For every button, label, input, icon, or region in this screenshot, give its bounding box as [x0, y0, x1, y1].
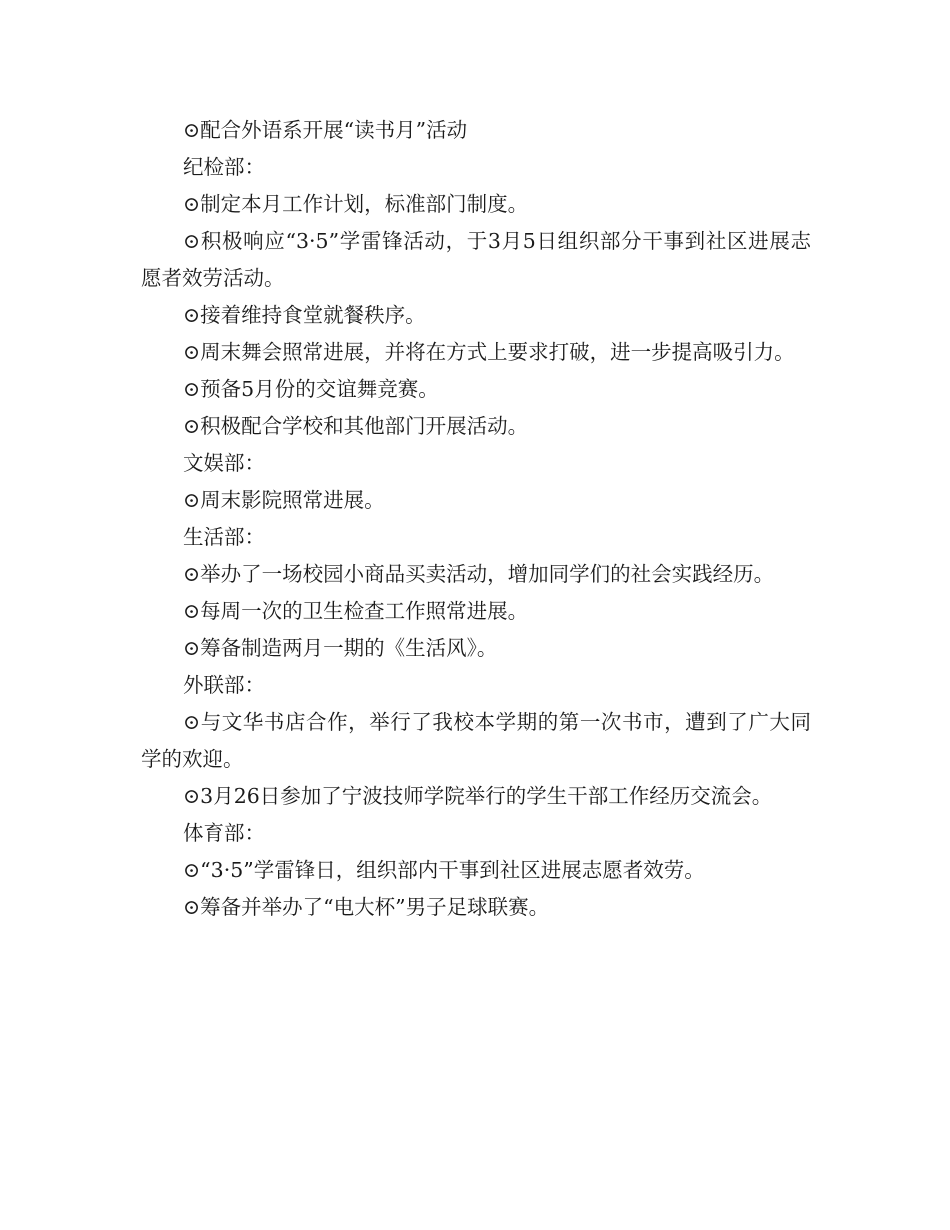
bullet-item: ⊙每周一次的卫生检查工作照常进展。: [183, 599, 529, 623]
bullet-item: ⊙积极配合学校和其他部门开展活动。: [183, 414, 529, 438]
bullet-item: ⊙举办了一场校园小商品买卖活动，增加同学们的社会实践经历。: [183, 562, 775, 586]
bullet-item: ⊙预备5月份的交谊舞竞赛。: [183, 377, 439, 401]
bullet-item: ⊙周末影院照常进展。: [183, 488, 385, 512]
section-heading-entertainment: 文娱部：: [183, 451, 265, 475]
bullet-item: ⊙与文华书店合作，举行了我校本学期的第一次书市，遭到了广大同学的欢迎。: [141, 710, 811, 771]
section-heading-external: 外联部：: [183, 673, 265, 697]
section-heading-sports: 体育部：: [183, 821, 265, 845]
bullet-item: ⊙筹备并举办了“电大杯”男子足球联赛。: [183, 895, 550, 919]
document-body: [141, 112, 811, 926]
bullet-item: ⊙“3·5”学雷锋日，组织部内干事到社区进展志愿者效劳。: [183, 858, 705, 882]
bullet-item: ⊙周末舞会照常进展，并将在方式上要求打破，进一步提高吸引力。: [183, 340, 795, 364]
bullet-item: ⊙配合外语系开展“读书月”活动: [183, 118, 468, 142]
bullet-item: ⊙筹备制造两月一期的《生活风》。: [183, 636, 498, 660]
bullet-item: ⊙制定本月工作计划，标准部门制度。: [183, 192, 529, 216]
bullet-item: ⊙积极响应“3·5”学雷锋活动，于3月5日组织部分干事到社区进展志愿者效劳活动。: [141, 229, 811, 290]
section-heading-discipline: 纪检部：: [183, 155, 265, 179]
bullet-item: ⊙接着维持食堂就餐秩序。: [183, 303, 426, 327]
bullet-item: ⊙3月26日参加了宁波技师学院举行的学生干部工作经历交流会。: [183, 784, 773, 808]
section-heading-life: 生活部：: [183, 525, 265, 549]
